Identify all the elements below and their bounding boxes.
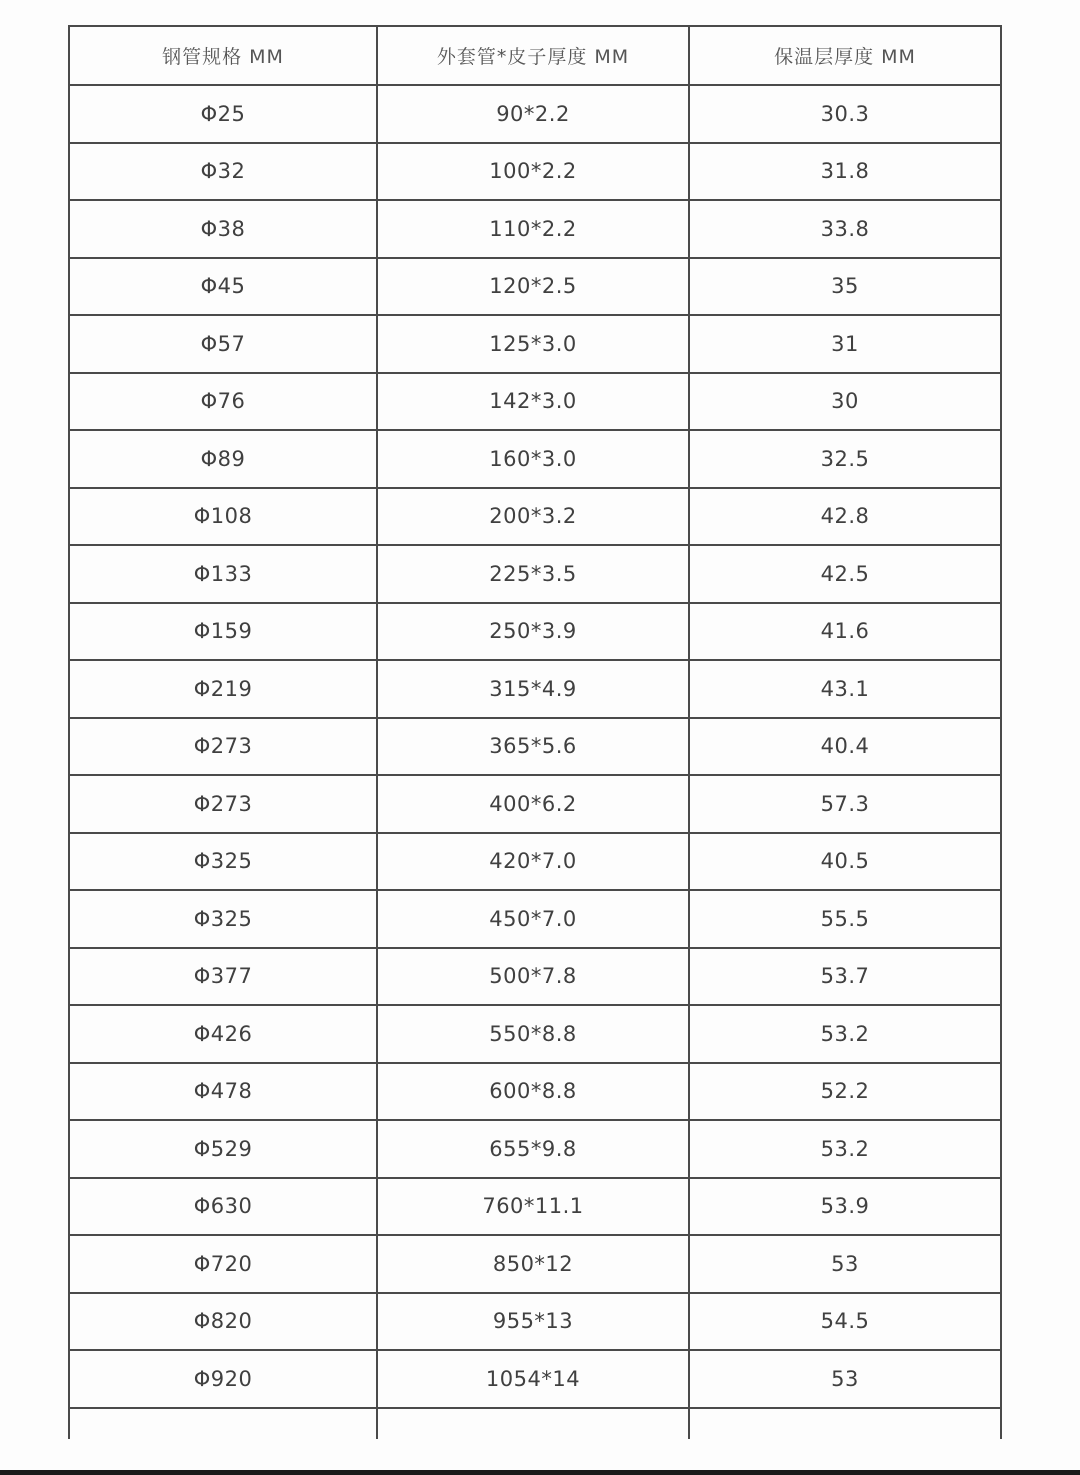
cell-steel-pipe-spec: Φ108 [69, 488, 377, 546]
cell-insulation-thickness: 42.8 [689, 488, 1001, 546]
cell-steel-pipe-spec: Φ426 [69, 1005, 377, 1063]
table-row [69, 200, 1001, 258]
cell-outer-casing-thickness: 365*5.6 [377, 718, 689, 776]
table-row [69, 1005, 1001, 1063]
table-header-row [69, 26, 1001, 85]
cell-steel-pipe-spec: Φ76 [69, 373, 377, 431]
table-row [69, 373, 1001, 431]
table-row [69, 258, 1001, 316]
cell-insulation-thickness: 42.5 [689, 545, 1001, 603]
cell-steel-pipe-spec: Φ273 [69, 718, 377, 776]
cell-outer-casing-thickness: 600*8.8 [377, 1063, 689, 1121]
cell-outer-casing-thickness: 850*12 [377, 1235, 689, 1293]
cell-outer-casing-thickness: 655*9.8 [377, 1120, 689, 1178]
table-row [69, 1350, 1001, 1408]
cell-insulation-thickness: 41.6 [689, 603, 1001, 661]
cell-outer-casing-thickness: 315*4.9 [377, 660, 689, 718]
cell-insulation-thickness: 53 [689, 1235, 1001, 1293]
empty-cell [377, 1408, 689, 1439]
cell-steel-pipe-spec: Φ219 [69, 660, 377, 718]
cell-insulation-thickness: 53.2 [689, 1120, 1001, 1178]
cell-steel-pipe-spec: Φ57 [69, 315, 377, 373]
cell-steel-pipe-spec: Φ325 [69, 890, 377, 948]
cell-outer-casing-thickness: 90*2.2 [377, 85, 689, 143]
cell-insulation-thickness: 30.3 [689, 85, 1001, 143]
table-row [69, 143, 1001, 201]
cell-steel-pipe-spec: Φ820 [69, 1293, 377, 1351]
cell-insulation-thickness: 32.5 [689, 430, 1001, 488]
table-row [69, 890, 1001, 948]
table-row [69, 603, 1001, 661]
cell-steel-pipe-spec: Φ478 [69, 1063, 377, 1121]
cell-outer-casing-thickness: 760*11.1 [377, 1178, 689, 1236]
cell-outer-casing-thickness: 250*3.9 [377, 603, 689, 661]
cell-insulation-thickness: 30 [689, 373, 1001, 431]
table-row [69, 833, 1001, 891]
empty-cell [69, 1408, 377, 1439]
cell-outer-casing-thickness: 1054*14 [377, 1350, 689, 1408]
table-row [69, 430, 1001, 488]
cell-outer-casing-thickness: 955*13 [377, 1293, 689, 1351]
table-row [69, 718, 1001, 776]
header-outer-casing-thickness: 外套管*皮子厚度 MM [377, 26, 689, 85]
cell-outer-casing-thickness: 120*2.5 [377, 258, 689, 316]
cell-insulation-thickness: 55.5 [689, 890, 1001, 948]
cell-steel-pipe-spec: Φ630 [69, 1178, 377, 1236]
cell-outer-casing-thickness: 550*8.8 [377, 1005, 689, 1063]
cell-steel-pipe-spec: Φ32 [69, 143, 377, 201]
table-row [69, 775, 1001, 833]
cell-steel-pipe-spec: Φ89 [69, 430, 377, 488]
cell-outer-casing-thickness: 142*3.0 [377, 373, 689, 431]
cell-insulation-thickness: 54.5 [689, 1293, 1001, 1351]
pipe-spec-table [68, 25, 1002, 1439]
table-row [69, 1293, 1001, 1351]
cell-steel-pipe-spec: Φ133 [69, 545, 377, 603]
cell-steel-pipe-spec: Φ720 [69, 1235, 377, 1293]
cell-steel-pipe-spec: Φ159 [69, 603, 377, 661]
cell-insulation-thickness: 57.3 [689, 775, 1001, 833]
cell-steel-pipe-spec: Φ377 [69, 948, 377, 1006]
cell-steel-pipe-spec: Φ25 [69, 85, 377, 143]
table-row [69, 315, 1001, 373]
cell-outer-casing-thickness: 450*7.0 [377, 890, 689, 948]
cell-outer-casing-thickness: 420*7.0 [377, 833, 689, 891]
cell-insulation-thickness: 31 [689, 315, 1001, 373]
cell-outer-casing-thickness: 225*3.5 [377, 545, 689, 603]
cell-outer-casing-thickness: 200*3.2 [377, 488, 689, 546]
table-row-cut-off [69, 1408, 1001, 1439]
table-row [69, 660, 1001, 718]
cell-insulation-thickness: 43.1 [689, 660, 1001, 718]
cell-insulation-thickness: 52.2 [689, 1063, 1001, 1121]
cell-steel-pipe-spec: Φ45 [69, 258, 377, 316]
cell-steel-pipe-spec: Φ325 [69, 833, 377, 891]
cell-outer-casing-thickness: 160*3.0 [377, 430, 689, 488]
table-row [69, 1235, 1001, 1293]
cell-outer-casing-thickness: 400*6.2 [377, 775, 689, 833]
table-row [69, 1063, 1001, 1121]
bottom-edge-bar [0, 1470, 1080, 1475]
cell-insulation-thickness: 33.8 [689, 200, 1001, 258]
table-row [69, 85, 1001, 143]
cell-insulation-thickness: 35 [689, 258, 1001, 316]
cell-steel-pipe-spec: Φ273 [69, 775, 377, 833]
cell-steel-pipe-spec: Φ529 [69, 1120, 377, 1178]
cell-insulation-thickness: 53 [689, 1350, 1001, 1408]
table-row [69, 545, 1001, 603]
cell-insulation-thickness: 53.2 [689, 1005, 1001, 1063]
cell-insulation-thickness: 40.4 [689, 718, 1001, 776]
cell-insulation-thickness: 53.9 [689, 1178, 1001, 1236]
table-row [69, 488, 1001, 546]
empty-cell [689, 1408, 1001, 1439]
cell-outer-casing-thickness: 100*2.2 [377, 143, 689, 201]
table-body [69, 85, 1001, 1439]
header-insulation-thickness: 保温层厚度 MM [689, 26, 1001, 85]
cell-outer-casing-thickness: 110*2.2 [377, 200, 689, 258]
cell-outer-casing-thickness: 125*3.0 [377, 315, 689, 373]
header-steel-pipe-spec: 钢管规格 MM [69, 26, 377, 85]
cell-steel-pipe-spec: Φ920 [69, 1350, 377, 1408]
cell-outer-casing-thickness: 500*7.8 [377, 948, 689, 1006]
cell-insulation-thickness: 53.7 [689, 948, 1001, 1006]
cell-insulation-thickness: 40.5 [689, 833, 1001, 891]
cell-insulation-thickness: 31.8 [689, 143, 1001, 201]
table-row [69, 1178, 1001, 1236]
cell-steel-pipe-spec: Φ38 [69, 200, 377, 258]
table-row [69, 948, 1001, 1006]
table-row [69, 1120, 1001, 1178]
